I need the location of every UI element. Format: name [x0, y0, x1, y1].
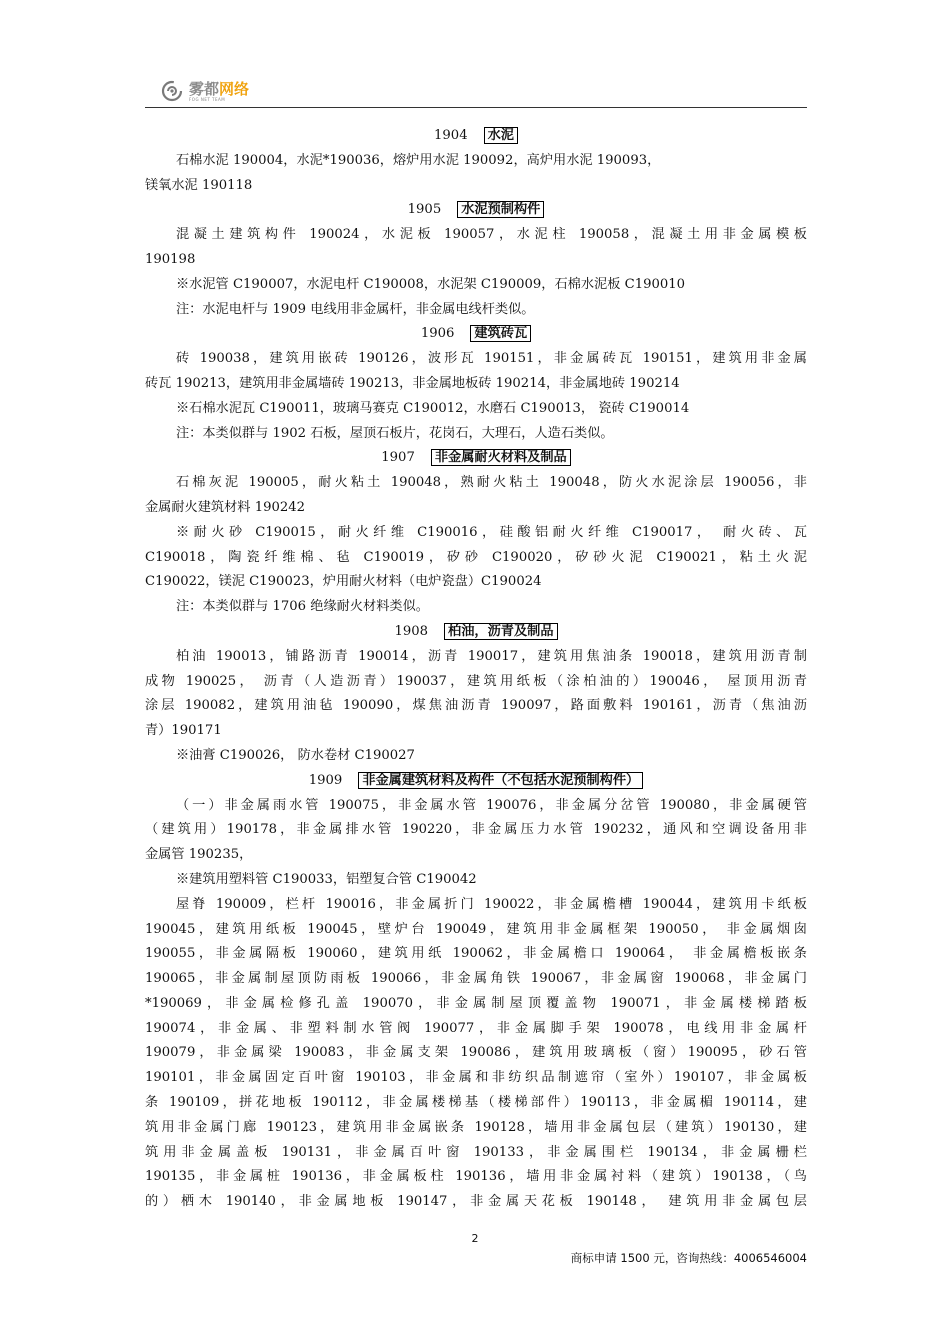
logo-text-primary: 雾都	[189, 79, 220, 98]
section-title: 水泥预制构件	[457, 201, 544, 218]
text-line: 砖瓦 190213，建筑用非金属墙砖 190213，非金属地板砖 190214，非金属地砖 190214	[145, 375, 680, 391]
text-line: 的）栖木 190140，非金属地板 190147，非金属天花板 190148， 建筑用非金属包层	[145, 1194, 807, 1210]
text-line: 190074，非金属、非塑料制水管阀 190077，非金属脚手架 190078，电线用非金属杆	[145, 1020, 807, 1036]
text-line: ※石棉水泥瓦 C190011，玻璃马赛克 C190012，水磨石 C190013， 瓷砖 C190014	[176, 400, 690, 416]
text-line: 190065，非金属制屋顶防雨板 190066，非金属角铁 190067，非金属窗 190068，非金属门	[145, 971, 807, 987]
text-line: 混凝土建筑构件 190024，水泥板 190057，水泥柱 190058，混凝土用非金属模板	[176, 227, 807, 243]
text-line: ※耐火砂 C190015，耐火纤维 C190016，硅酸铝耐火纤维 C190017， 耐火砖、瓦	[176, 524, 807, 540]
document-body	[145, 124, 807, 1215]
text-line: *190069，非金属检修孔盖 190070，非金属制屋顶覆盖物 190071，非金属楼梯踏板	[145, 995, 807, 1011]
text-line: 190135，非金属桩 190136，非金属板柱 190136，墙用非金属衬料（建筑）190138，（鸟	[145, 1169, 807, 1185]
text-line: 成物 190025， 沥青（人造沥青）190037，建筑用纸板（涂柏油的）190046， 屋顶用沥青	[145, 673, 807, 689]
section-title: 非金属耐火材料及制品	[431, 449, 571, 466]
text-line: 190079，非金属梁 190083，非金属支架 190086，建筑用玻璃板（窗）190095，砂石管	[145, 1045, 807, 1061]
logo-text-accent: 网络	[219, 79, 250, 98]
text-line: （一）非金属雨水管 190075，非金属水管 190076，非金属分岔管 190080，非金属硬管	[176, 797, 807, 813]
text-line: ※水泥管 C190007，水泥电杆 C190008，水泥架 C190009，石棉水泥板 C190010	[176, 276, 686, 292]
text-line: 注：本类似群与 1706 绝缘耐火材料类似。	[176, 599, 429, 615]
text-line: 注：水泥电杆与 1909 电线用非金属杆，非金属电线杆类似。	[176, 301, 535, 317]
text-line: 筑用非金属盖板 190131，非金属百叶窗 190133，非金属围栏 190134，非金属栅栏	[145, 1144, 807, 1160]
section-heading	[145, 769, 807, 794]
text-line: 190055，非金属隔板 190060，建筑用纸 190062，非金属檐口 190064， 非金属檐板嵌条	[145, 946, 807, 962]
page-header	[145, 70, 807, 110]
section-title: 柏油，沥青及制品	[444, 623, 558, 640]
text-line: 砖 190038，建筑用嵌砖 190126，波形瓦 190151，非金属砖瓦 190151，建筑用非金属	[176, 351, 807, 367]
text-line: 青）190171	[145, 723, 222, 739]
text-line: 屋脊 190009，栏杆 190016，非金属折门 190022，非金属檐槽 190044，建筑用卡纸板	[176, 896, 807, 912]
section-heading	[145, 198, 807, 223]
text-line: 筑用非金属门廊 190123，建筑用非金属嵌条 190128，墙用非金属包层（建筑）190130，建	[145, 1119, 807, 1135]
text-line: 镁氧水泥 190118	[145, 177, 253, 193]
section-title: 水泥	[484, 127, 518, 144]
section-code: 1909	[308, 772, 343, 788]
text-line: 涂层 190082，建筑用油毡 190090，煤焦油沥青 190097，路面敷料 190161，沥青（焦油沥	[145, 698, 807, 714]
text-line: 柏油 190013，铺路沥青 190014，沥青 190017，建筑用焦油条 190018，建筑用沥青制	[176, 648, 807, 664]
section-code: 1904	[434, 128, 468, 143]
text-line: 190101，非金属固定百叶窗 190103，非金属和非纺织品制遮帘（室外）190107，非金属板	[145, 1070, 807, 1086]
page-number: 2	[471, 1232, 479, 1245]
section-title: 非金属建筑材料及构件（不包括水泥预制构件）	[358, 772, 643, 789]
text-line: 金属管 190235，	[145, 847, 253, 863]
company-logo	[161, 76, 249, 106]
section-code: 1905	[407, 202, 442, 218]
text-line: 条 190109，拼花地板 190112，非金属楼梯基（楼梯部件）190113，非金属楣 190114，建	[145, 1095, 807, 1111]
text-line: 注：本类似群与 1902 石板，屋顶石板片，花岗石，大理石，人造石类似。	[176, 425, 614, 441]
section-code: 1908	[394, 623, 429, 639]
text-line: 190198	[145, 251, 196, 267]
section-heading	[145, 620, 807, 645]
section-code: 1907	[381, 450, 415, 466]
footer-hotline: 商标申请 1500 元，咨询热线：4006546004	[570, 1251, 807, 1265]
section-heading	[145, 322, 807, 347]
text-line: ※油膏 C190026， 防水卷材 C190027	[176, 747, 415, 763]
section-code: 1906	[420, 326, 455, 342]
text-line: 金属耐火建筑材料 190242	[145, 499, 306, 515]
section-heading	[145, 446, 807, 471]
fog-swirl-logo-icon	[161, 80, 183, 102]
text-line: 190045，建筑用纸板 190045，壁炉台 190049，建筑用非金属框架 190050， 非金属烟囱	[145, 921, 807, 937]
text-line: （建筑用）190178，非金属排水管 190220，非金属压力水管 190232，通风和空调设备用非	[145, 822, 807, 838]
text-line: C190018，陶瓷纤维棉、毡 C190019，矽砂 C190020，矽砂火泥 C190021，粘土火泥	[145, 549, 807, 565]
section-title: 建筑砖瓦	[470, 325, 531, 342]
text-line: ※建筑用塑料管 C190033，铝塑复合管 C190042	[176, 871, 477, 887]
text-line: 石棉灰泥 190005，耐火粘土 190048，熟耐火粘土 190048，防火水泥涂层 190056，非	[176, 475, 807, 491]
text-line: 石棉水泥 190004，水泥*190036，熔炉用水泥 190092，高炉用水泥 190093，	[176, 152, 661, 168]
section-heading	[145, 124, 807, 149]
logo-subtitle: FOG NET TEAM	[189, 96, 226, 102]
text-line: C190022，镁泥 C190023，炉用耐火材料（电炉瓷盘）C190024	[145, 574, 542, 590]
header-divider	[145, 107, 807, 108]
